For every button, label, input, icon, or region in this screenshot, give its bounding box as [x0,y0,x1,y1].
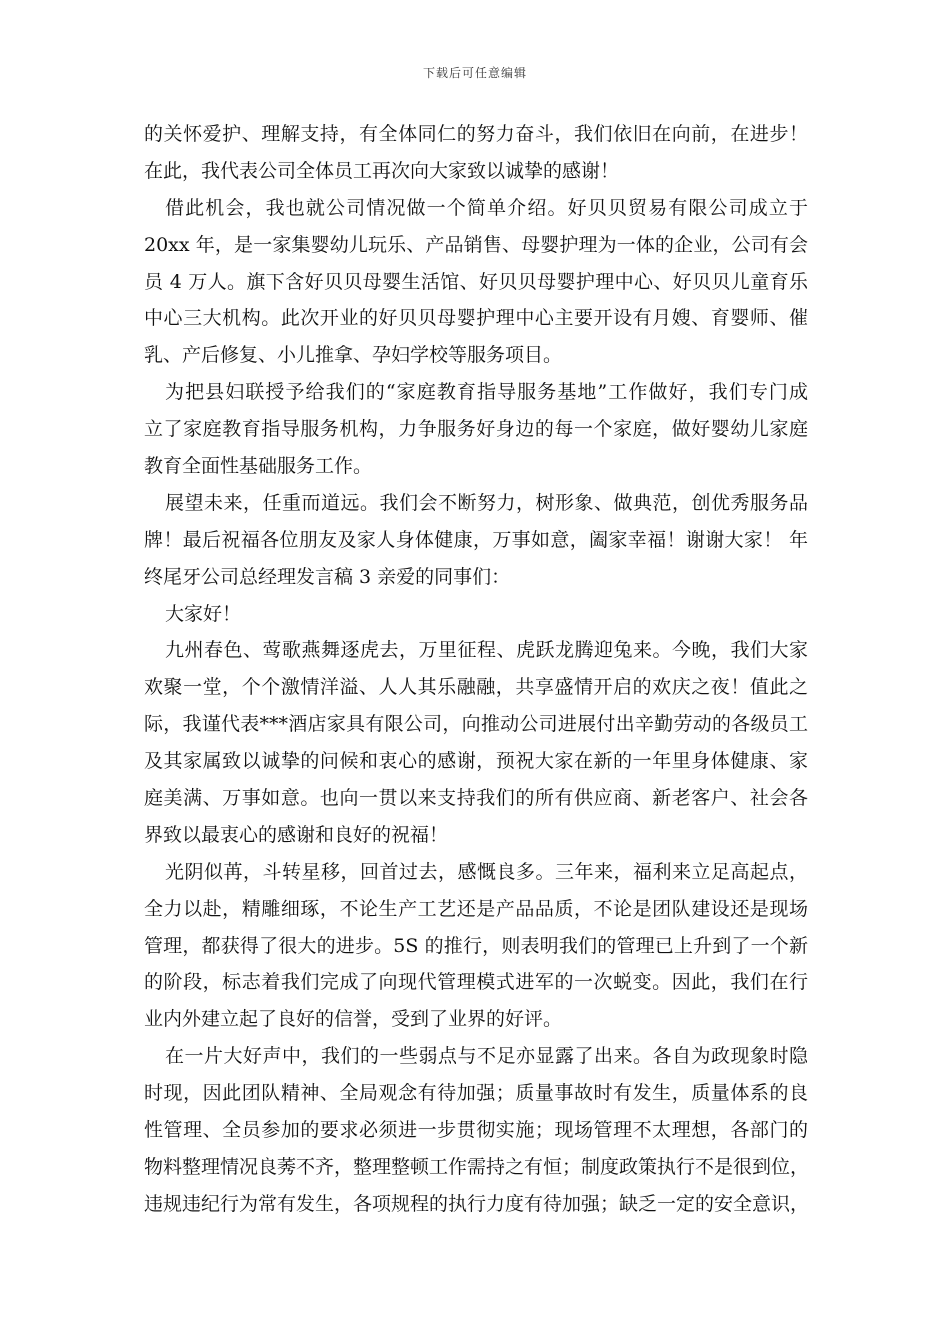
text-line: 的阶段，标志着我们完成了向现代管理模式进军的一次蜕变。因此，我们在行 [144,971,808,994]
text-line: 借此机会，我也就公司情况做一个简单介绍。好贝贝贸易有限公司成立于 [165,196,808,219]
text-line: 业内外建立起了良好的信誉，受到了业界的好评。 [144,1008,563,1031]
text-line: 员 4 万人。旗下含好贝贝母婴生活馆、好贝贝母婴护理中心、好贝贝儿童育乐 [144,270,808,293]
text-line: 九州春色、莺歌燕舞逐虎去，万里征程、虎跃龙腾迎兔来。今晚，我们大家 [165,639,808,662]
text-line: 光阴似苒，斗转星移，回首过去，感慨良多。三年来，福利来立足高起点， [165,860,808,883]
text-line: 及其家属致以诚挚的问候和衷心的感谢，预祝大家在新的一年里身体健康、家 [144,750,808,773]
text-line: 立了家庭教育指导服务机构，力争服务好身边的每一个家庭，做好婴幼儿家庭 [144,418,808,441]
text-line: 乳、产后修复、小儿推拿、孕妇学校等服务项目。 [144,344,563,367]
text-line: 时现，因此团队精神、全局观念有待加强；质量事故时有发生，质量体系的良 [144,1082,808,1105]
text-line: 展望未来，任重而道远。我们会不断努力，树形象、做典范，创优秀服务品 [165,491,808,514]
text-line: 终尾牙公司总经理发言稿 3 亲爱的同事们： [144,565,511,588]
text-line: 欢聚一堂，个个激情洋溢、人人其乐融融，共享盛情开启的欢庆之夜！值此之 [144,676,808,699]
text-line: 物料整理情况良莠不齐，整理整顿工作需持之有恒；制度政策执行不是很到位， [144,1155,810,1178]
text-line: 为把县妇联授予给我们的“家庭教育指导服务基地”工作做好，我们专门成 [165,381,808,404]
text-line: 际，我谨代表***酒店家具有限公司，向推动公司进展付出辛勤劳动的各级员工 [144,713,808,736]
text-line: 在此，我代表公司全体员工再次向大家致以诚挚的感谢！ [144,159,620,182]
text-line: 界致以最衷心的感谢和良好的祝福！ [144,823,449,846]
page-header: 下载后可任意编辑 [422,66,527,80]
text-line: 中心三大机构。此次开业的好贝贝母婴护理中心主要开设有月嫂、育婴师、催 [144,307,808,330]
text-line: 违规违纪行为常有发生，各项规程的执行力度有待加强；缺乏一定的安全意识， [144,1192,810,1215]
text-line: 20xx 年，是一家集婴幼儿玩乐、产品销售、母婴护理为一体的企业，公司有会 [144,233,808,256]
document-body [144,116,808,1223]
text-line: 在一片大好声中，我们的一些弱点与不足亦显露了出来。各自为政现象时隐 [165,1045,808,1068]
text-line: 性管理、全员参加的要求必须进一步贯彻实施；现场管理不太理想，各部门的 [144,1119,808,1142]
text-line: 管理，都获得了很大的进步。5S 的推行，则表明我们的管理已上升到了一个新 [144,934,808,957]
text-line: 的关怀爱护、理解支持，有全体同仁的努力奋斗，我们依旧在向前，在进步！ [144,123,808,145]
text-line: 大家好！ [165,602,242,625]
text-line: 全力以赴，精雕细琢，不论生产工艺还是产品品质，不论是团队建设还是现场 [144,897,808,920]
text-line: 教育全面性基础服务工作。 [144,455,373,478]
text-line: 牌！最后祝福各位朋友及家人身体健康，万事如意，阖家幸福！谢谢大家！ 年 [144,528,808,551]
text-line: 庭美满、万事如意。也向一贯以来支持我们的所有供应商、新老客户、社会各 [144,787,808,810]
